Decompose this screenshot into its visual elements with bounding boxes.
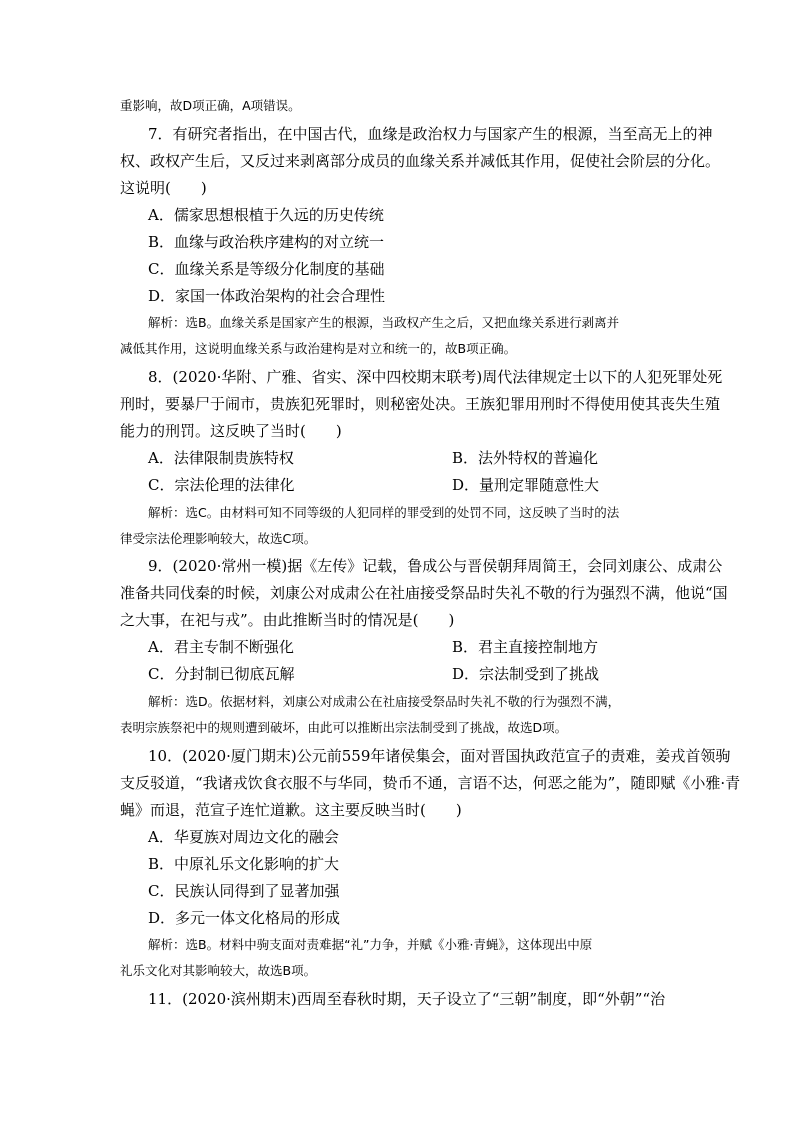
question-9-option-a: A．君主专制不断强化 — [148, 638, 294, 656]
question-9-option-b: B．君主直接控制地方 — [452, 638, 599, 656]
question-8-explanation-line-1: 解析：选C。由材料可知不同等级的人犯同样的罪受到的处罚不同，这反映了当时的法 — [148, 505, 620, 520]
question-9-stem-line-1: 9．(2020·常州一模)据《左传》记载，鲁成公与晋侯朝拜周简王，会同刘康公、成肃公 — [148, 557, 723, 575]
question-9-stem-line-2: 准备共同伐秦的时候，刘康公对成肃公在社庙接受祭品时失礼不敬的行为强烈不满，他说“国 — [120, 584, 728, 602]
question-7-explanation-line-1: 解析：选B。血缘关系是国家产生的根源，当政权产生之后，又把血缘关系进行剥离并 — [148, 315, 620, 330]
question-10-explanation-line-1: 解析：选B。材料中驹支面对责难据“礼”力争，并赋《小雅·青蝇》，这体现出中原 — [148, 937, 593, 952]
question-10-option-c: C．民族认同得到了显著加强 — [148, 882, 340, 900]
question-8-option-c: C．宗法伦理的法律化 — [148, 476, 295, 494]
question-9-option-d: D．宗法制受到了挑战 — [452, 665, 600, 683]
question-9-stem-line-3: 之大事，在祀与戎”。由此推断当时的情况是( ) — [120, 611, 455, 629]
prev-answer-tail: 重影响，故D项正确，A项错误。 — [120, 98, 301, 113]
question-10-stem-line-1: 10．(2020·厦门期末)公元前559年诸侯集会，面对晋国执政范宣子的责难，姜戎首领驹 — [148, 747, 731, 765]
question-9-option-c: C．分封制已彻底瓦解 — [148, 665, 295, 683]
question-7-option-d: D．家国一体政治架构的社会合理性 — [148, 287, 386, 305]
question-10-option-d: D．多元一体文化格局的形成 — [148, 909, 341, 927]
question-8-stem-line-2: 刑时，要暴尸于闹市，贵族犯死罪时，则秘密处决。王族犯罪用刑时不得使用使其丧失生殖 — [120, 395, 721, 413]
question-8-option-d: D．量刑定罪随意性大 — [452, 476, 600, 494]
question-8-option-a: A．法律限制贵族特权 — [148, 449, 294, 467]
question-7-explanation-line-2: 减低其作用，这说明血缘关系与政治建构是对立和统一的，故B项正确。 — [120, 341, 517, 356]
question-9-explanation-line-1: 解析：选D。依据材料，刘康公对成肃公在社庙接受祭品时失礼不敬的行为强烈不满， — [148, 694, 621, 709]
question-7-stem-line-2: 权、政权产生后，又反过来剥离部分成员的血缘关系并减低其作用，促使社会阶层的分化。 — [120, 152, 721, 170]
question-7-stem-line-1: 7．有研究者指出，在中国古代，血缘是政治权力与国家产生的根源，当至高无上的神 — [148, 125, 713, 143]
question-7-option-c: C．血缘关系是等级分化制度的基础 — [148, 260, 385, 278]
question-10-stem-line-2: 支反驳道，“我诸戎饮食衣服不与华同，贽币不通，言语不达，何恶之能为”，随即赋《小雅·青 — [120, 774, 741, 792]
question-10-explanation-line-2: 礼乐文化对其影响较大，故选B项。 — [120, 963, 317, 978]
question-7-option-b: B．血缘与政治秩序建构的对立统一 — [148, 233, 385, 251]
question-9-explanation-line-2: 表明宗族祭祀中的规则遭到破坏，由此可以推断出宗法制受到了挑战，故选D项。 — [120, 720, 568, 735]
question-10-option-b: B．中原礼乐文化影响的扩大 — [148, 855, 340, 873]
question-7-stem-line-3: 这说明( ) — [120, 179, 207, 197]
question-10-stem-line-3: 蝇》而退，范宣子连忙道歉。这主要反映当时( ) — [120, 801, 462, 819]
question-8-stem-line-3: 能力的刑罚。这反映了当时( ) — [120, 422, 342, 440]
question-7-option-a: A．儒家思想根植于久远的历史传统 — [148, 206, 384, 224]
question-8-stem-line-1: 8．(2020·华附、广雅、省实、深中四校期末联考)周代法律规定士以下的人犯死罪处死 — [148, 368, 723, 386]
question-8-explanation-line-2: 律受宗法伦理影响较大，故选C项。 — [120, 531, 317, 546]
question-8-option-b: B．法外特权的普遍化 — [452, 449, 599, 467]
question-10-option-a: A．华夏族对周边文化的融会 — [148, 828, 339, 846]
question-11-stem-line-1: 11．(2020·滨州期末)西周至春秋时期，天子设立了“三朝”制度，即“外朝”“治 — [148, 990, 666, 1008]
